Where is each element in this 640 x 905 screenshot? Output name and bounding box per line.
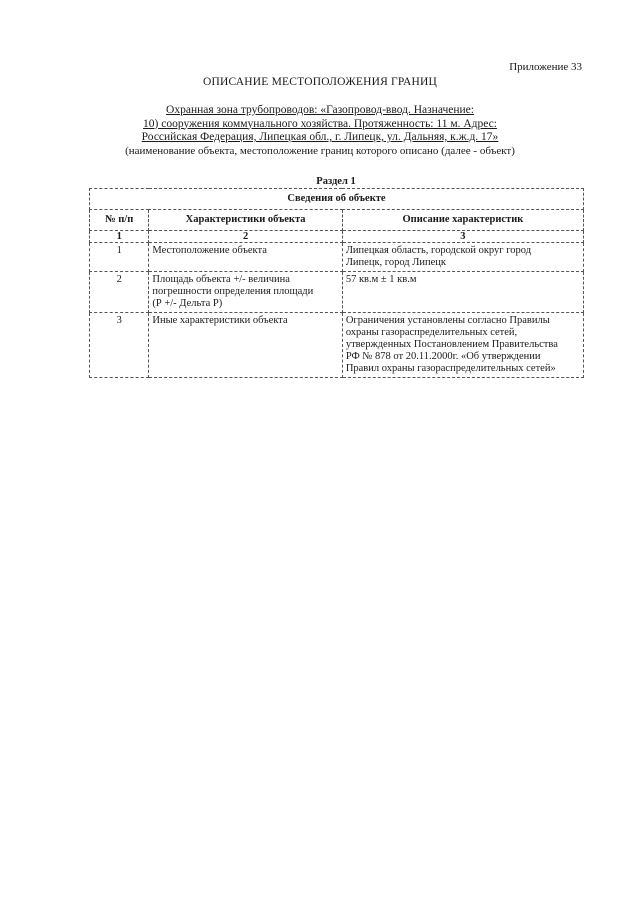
column-header-number: № п/п (90, 210, 149, 231)
object-line-1: Охранная зона трубопроводов: «Газопровод-ввод. Назначение: (166, 104, 474, 116)
appendix-label: Приложение 33 (509, 61, 582, 73)
table-row (90, 272, 584, 313)
row-description (342, 243, 583, 272)
description-line: Ограничения установлены согласно Правилы (345, 315, 550, 326)
table-row (90, 313, 584, 378)
column-index: 1 (90, 231, 149, 243)
characteristic-line: Площадь объекта +/- величина (152, 274, 290, 285)
column-index: 3 (342, 231, 583, 243)
document-title: ОПИСАНИЕ МЕСТОПОЛОЖЕНИЯ ГРАНИЦ (202, 76, 438, 88)
object-info-table (89, 188, 584, 378)
object-line-3: Российская Федерация, Липецкая обл., г. Липецк, ул. Дальняя, к.ж.д. 17» (141, 131, 499, 143)
object-note: (наименование объекта, местоположение границ которого описано (далее - объект) (125, 144, 515, 157)
row-number: 2 (90, 272, 149, 313)
description-line: 57 кв.м ± 1 кв.м (345, 274, 417, 285)
row-description (342, 313, 583, 378)
row-characteristic (149, 313, 342, 378)
characteristic-line: Местоположение объекта (152, 245, 267, 256)
row-characteristic (149, 243, 342, 272)
description-line: охраны газораспределительных сетей, (345, 327, 518, 338)
column-header-characteristics: Характеристики объекта (149, 210, 342, 231)
characteristic-line: (Р +/- Дельта Р) (152, 298, 223, 309)
column-header-description: Описание характеристик (342, 210, 583, 231)
object-description (0, 104, 640, 158)
section-title: Раздел 1 (316, 176, 356, 187)
description-line: утвержденных Постановлением Правительства (345, 339, 558, 350)
table-row (90, 243, 584, 272)
characteristic-line: Иные характеристики объекта (152, 315, 288, 326)
description-line: Правил охраны газораспределительных сетей» (345, 363, 556, 374)
row-characteristic (149, 272, 342, 313)
description-line: РФ № 878 от 20.11.2000г. «Об утверждении (345, 351, 541, 362)
description-line: Липецкая область, городской округ город (345, 245, 532, 256)
object-line-2: 10) сооружения коммунального хозяйства. Протяженность: 11 м. Адрес: (143, 117, 497, 130)
column-index-row (90, 231, 584, 243)
row-number: 3 (90, 313, 149, 378)
row-description (342, 272, 583, 313)
characteristic-line: погрешности определения площади (152, 286, 314, 297)
description-line: Липецк, город Липецк (345, 257, 447, 268)
table-caption: Сведения об объекте (90, 189, 584, 210)
column-index: 2 (149, 231, 342, 243)
row-number: 1 (90, 243, 149, 272)
